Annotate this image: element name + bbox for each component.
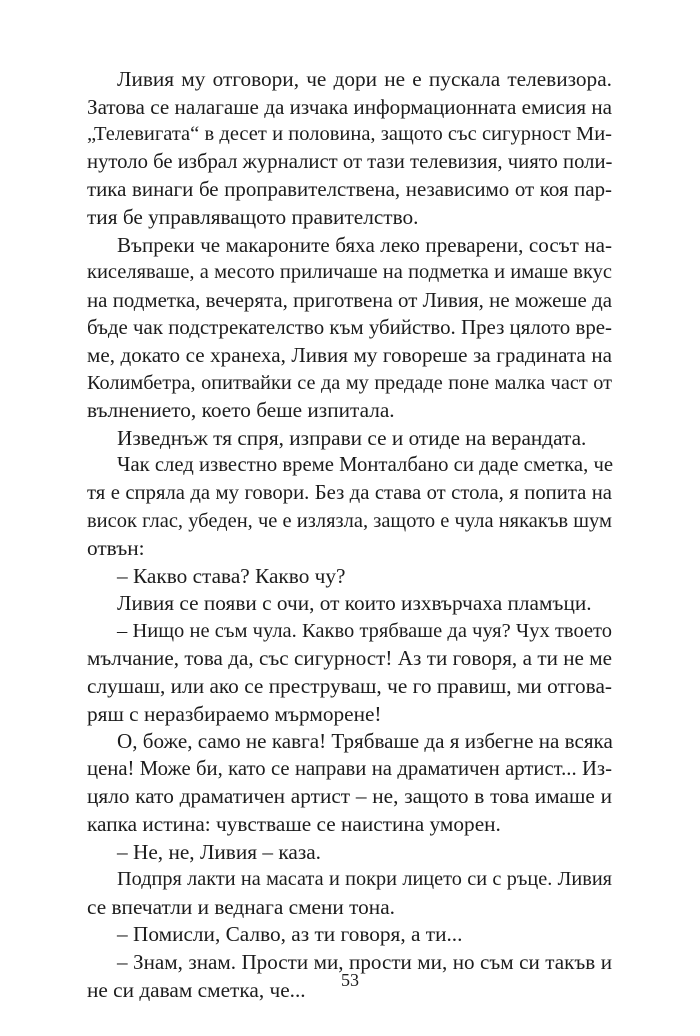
text-line: Въпреки че макароните бяха леко преварени, сосът на-: [117, 232, 612, 257]
text-line: Колимбетра, опитвайки се да му предаде поне малка част от: [87, 371, 612, 394]
text-line: О, боже, само не кавга! Трябваше да я избегне на всяка: [117, 729, 613, 754]
text-line: – Знам, знам. Прости ми, прости ми, но съм си такъв и: [117, 950, 612, 974]
page-number: 53: [341, 970, 359, 990]
text-line: бъде чак подстрекателство към убийство. През цялото вре-: [87, 315, 612, 340]
text-line: отвън:: [87, 536, 145, 561]
text-line: тика винаги бе проправителствена, независимо от коя пар-: [87, 177, 612, 202]
text-line: Ливия се появи с очи, от които изхвърчаха пламъци.: [117, 591, 592, 616]
text-line: нутоло бе избрал журналист от тази телевизия, чиято поли-: [87, 150, 613, 173]
text-line: слушаш, или ако се преструваш, че го правиш, ми отгова-: [87, 674, 612, 699]
text-line: – Какво става? Какво чу?: [117, 563, 346, 588]
text-line: Чак след известно време Монталбано си даде сметка, че: [117, 454, 614, 477]
text-line: Изведнъж тя спря, изправи се и отиде на верандата.: [117, 425, 587, 450]
text-line: „Телевигата“ в десет и половина, защото със сигурност Ми-: [87, 123, 612, 146]
text-line: Ливия му отговори, че дори не е пускала телевизора.: [117, 67, 612, 91]
text-line: тия бе управляващото правителство.: [87, 204, 419, 229]
text-line: мълчание, това да, със сигурност! Аз ти говоря, а ти не ме: [87, 646, 612, 671]
page-body-text: [87, 66, 612, 1004]
text-line: ряш с неразбираемо мърморене!: [87, 701, 382, 726]
text-line: капка истина: чувстваше се наистина уморен.: [87, 812, 501, 837]
text-line: – Нищо не съм чула. Какво трябваше да чуя? Чух твоето: [117, 619, 612, 642]
text-line: киселяваше, а месото приличаше на подметка и имаше вкус: [87, 261, 612, 284]
text-line: не си давам сметка, че...: [87, 977, 306, 1002]
text-line: висок глас, убеден, че е излязла, защото е чула някакъв шум: [87, 509, 612, 532]
text-line: на подметка, вечерята, приготвена от Ливия, не можеше да: [87, 287, 612, 312]
text-line: тя е спряла да му говори. Без да става от стола, я попита на: [87, 481, 612, 504]
text-line: цяло като драматичен артист – не, защото в това имаше и: [87, 784, 612, 809]
text-line: ме, докато се хранеха, Ливия му говореше за градината на: [87, 342, 612, 367]
text-line: цена! Може би, като се направи на драматичен артист... Из-: [87, 757, 612, 780]
text-line: вълнението, което беше изпитала.: [87, 398, 395, 423]
text-line: – Помисли, Салво, аз ти говоря, а ти...: [117, 922, 463, 947]
text-line: се впечатли и веднага смени тона.: [87, 894, 395, 919]
text-line: – Не, не, Ливия – каза.: [117, 839, 322, 864]
text-line: Затова се налагаше да изчака информационната емисия на: [87, 94, 612, 119]
text-line: Подпря лакти на масата и покри лицето си с ръце. Ливия: [117, 868, 612, 891]
